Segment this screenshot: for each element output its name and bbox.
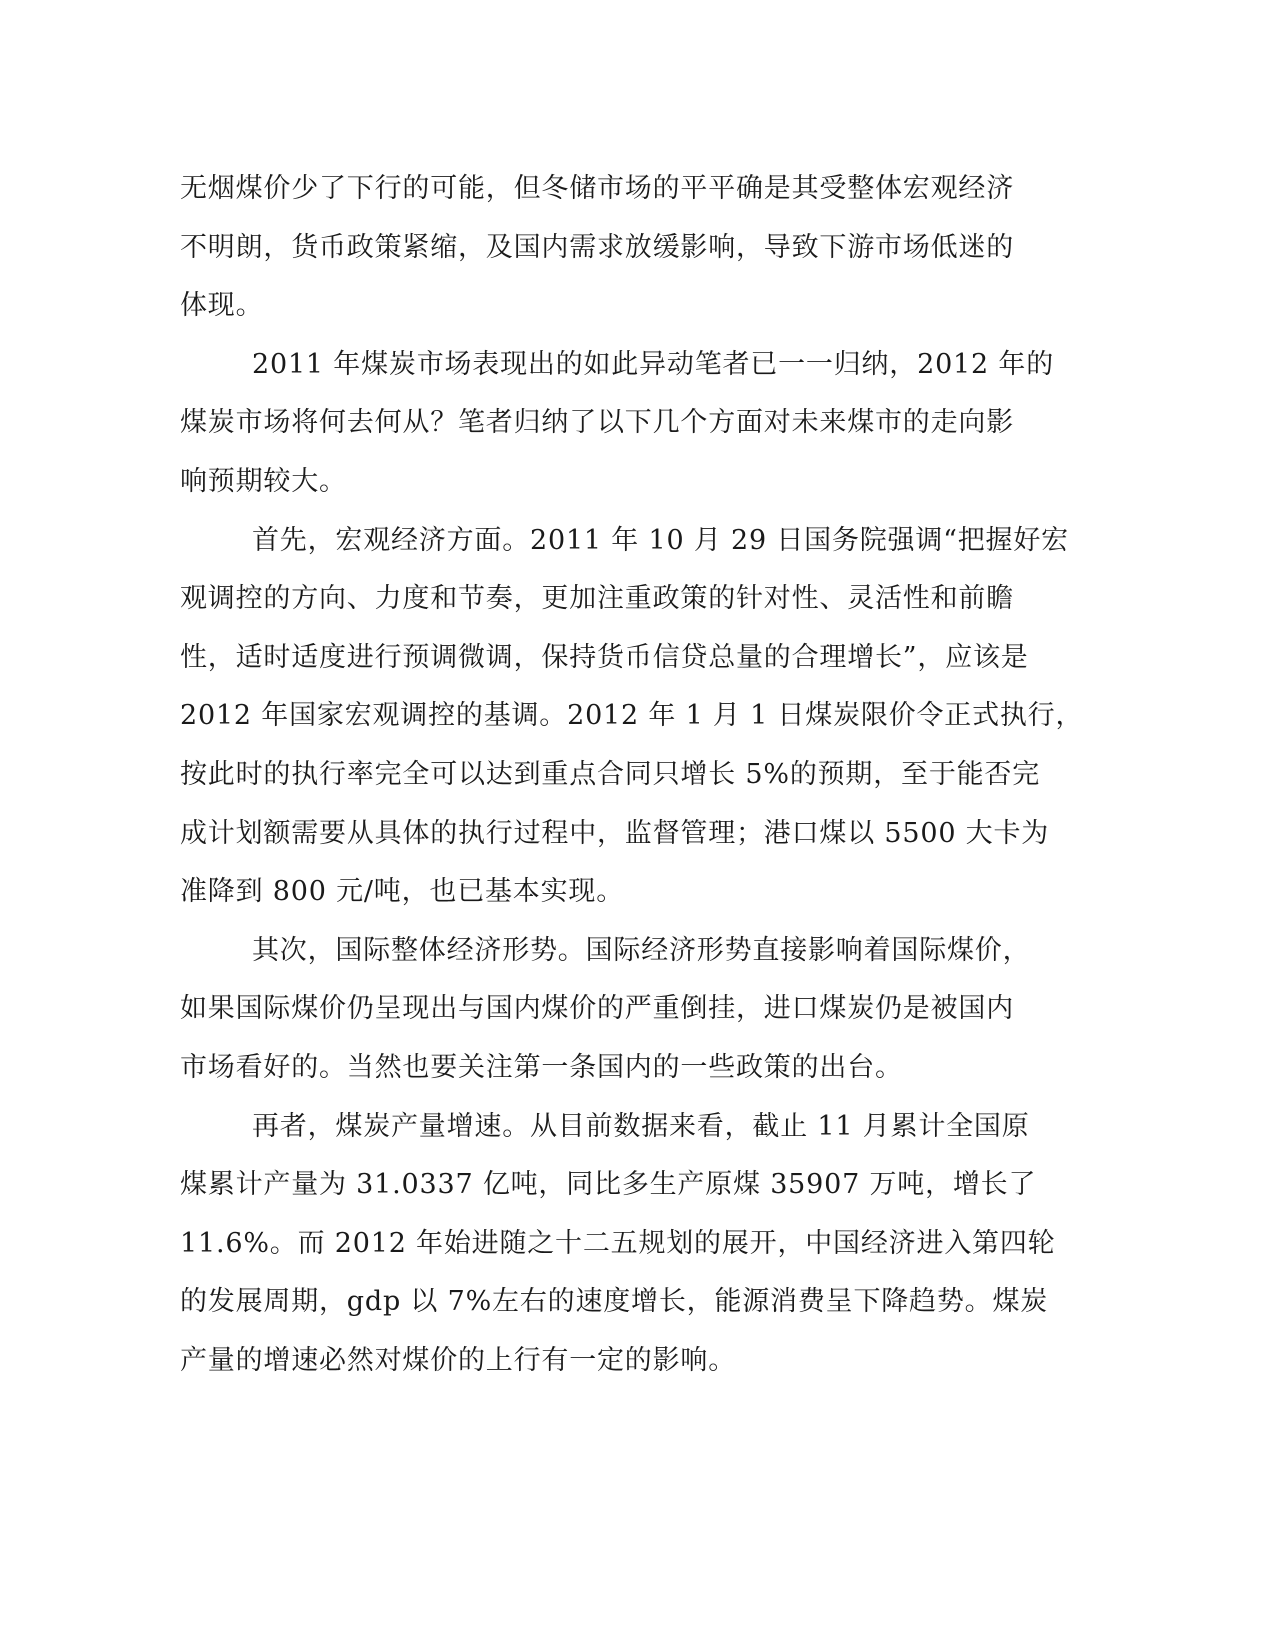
text-line: 首先，宏观经济方面。2011 年 10 月 29 日国务院强调“把握好宏: [252, 524, 1069, 556]
text-line: 煤炭市场将何去何从？笔者归纳了以下几个方面对未来煤市的走向影: [180, 407, 1014, 439]
text-line: 体现。: [180, 290, 264, 322]
text-line: 再者，煤炭产量增速。从目前数据来看，截止 11 月累计全国原: [252, 1110, 1030, 1142]
text-line: 准降到 800 元/吨，也已基本实现。: [180, 876, 624, 908]
text-line: 性，适时适度进行预调微调，保持货币信贷总量的合理增长”，应该是: [180, 641, 1029, 673]
text-line: 不明朗，货币政策紧缩，及国内需求放缓影响，导致下游市场低迷的: [180, 231, 1014, 263]
text-line: 11.6%。而 2012 年始进随之十二五规划的展开，中国经济进入第四轮: [180, 1227, 1056, 1259]
text-line: 煤累计产量为 31.0337 亿吨，同比多生产原煤 35907 万吨，增长了: [180, 1169, 1037, 1201]
text-line: 成计划额需要从具体的执行过程中，监督管理；港口煤以 5500 大卡为: [180, 817, 1050, 849]
text-line: 响预期较大。: [180, 465, 347, 497]
text-line: 的发展周期，gdp 以 7%左右的速度增长，能源消费呈下降趋势。煤炭: [180, 1286, 1049, 1318]
text-line: 如果国际煤价仍呈现出与国内煤价的严重倒挂，进口煤炭仍是被国内: [180, 993, 1014, 1025]
text-line: 按此时的执行率完全可以达到重点合同只增长 5%的预期，至于能否完: [180, 758, 1041, 790]
text-line: 产量的增速必然对煤价的上行有一定的影响。: [180, 1344, 736, 1376]
body-text: [180, 160, 1084, 1390]
text-line: 其次，国际整体经济形势。国际经济形势直接影响着国际煤价，: [252, 934, 1031, 966]
text-line: 市场看好的。当然也要关注第一条国内的一些政策的出台。: [180, 1051, 903, 1083]
text-line: 观调控的方向、力度和节奏，更加注重政策的针对性、灵活性和前瞻: [180, 583, 1014, 615]
text-line: 2011 年煤炭市场表现出的如此异动笔者已一一归纳，2012 年的: [252, 348, 1054, 380]
text-line: 2012 年国家宏观调控的基调。2012 年 1 月 1 日煤炭限价令正式执行，: [180, 700, 1084, 732]
text-line: 无烟煤价少了下行的可能，但冬储市场的平平确是其受整体宏观经济: [180, 173, 1014, 204]
